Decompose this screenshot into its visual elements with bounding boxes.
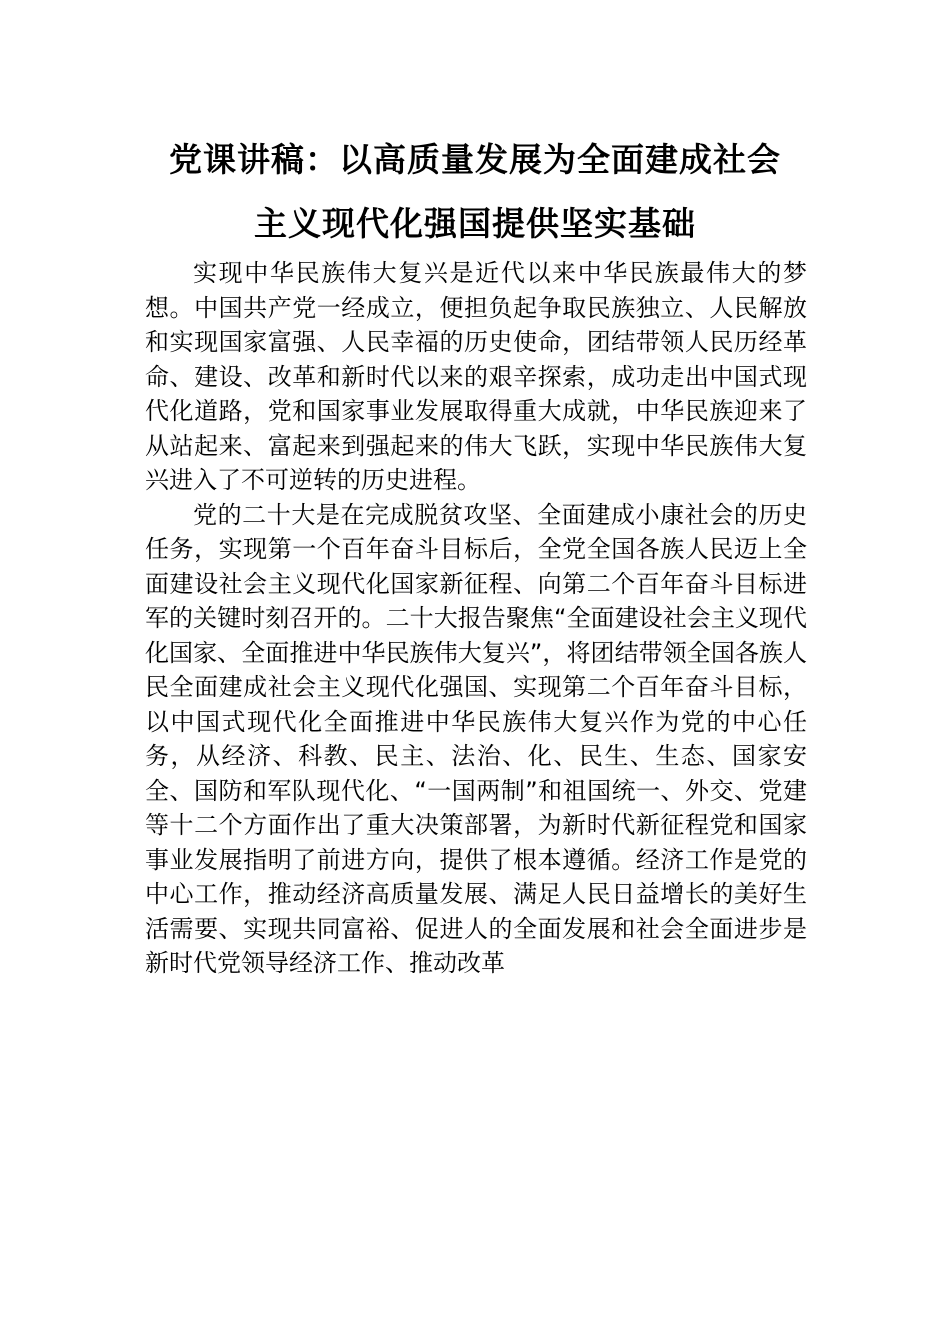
title-line-2: 主义现代化强国提供坚实基础 — [254, 204, 696, 243]
paragraph-2: 党的二十大是在完成脱贫攻坚、全面建成小康社会的历史任务，实现第一个百年奋斗目标后，全党全国各族人民迈上全面建设社会主义现代化国家新征程、向第二个百年奋斗目标进军的关键时刻召开的。二十大报告聚焦“全面建设社会主义现代化国家、全面推进中华民族伟大复兴”，将团结带领全国各族人民全面建成社会主义现代化强国、实现第二个百年奋斗目标，以中国式现代化全面推进中华民族伟大复兴作为党的中心任务，从经济、科教、民主、法治、化、民生、生态、国家安全、国防和军队现代化、“一国两制”和祖国统一、外交、党建等十二个方面作出了重大决策部署，为新时代新征程党和国家事业发展指明了前进方向，提供了根本遵循。经济工作是党的中心工作，推动经济高质量发展、满足人民日益增长的美好生活需要、实现共同富裕、促进人的全面发展和社会全面进步是新时代党领导经济工作、推动改革 — [145, 500, 807, 977]
document-title — [145, 128, 805, 256]
paragraph-1: 实现中华民族伟大复兴是近代以来中华民族最伟大的梦想。中国共产党一经成立，便担负起争取民族独立、人民解放和实现国家富强、人民幸福的历史使命，团结带领人民历经革命、建设、改革和新时代以来的艰辛探索，成功走出中国式现代化道路，党和国家事业发展取得重大成就，中华民族迎来了从站起来、富起来到强起来的伟大飞跃，实现中华民族伟大复兴进入了不可逆转的历史进程。 — [145, 259, 807, 494]
document-body — [145, 256, 807, 981]
title-line-1: 党课讲稿：以高质量发展为全面建成社会 — [169, 140, 781, 179]
